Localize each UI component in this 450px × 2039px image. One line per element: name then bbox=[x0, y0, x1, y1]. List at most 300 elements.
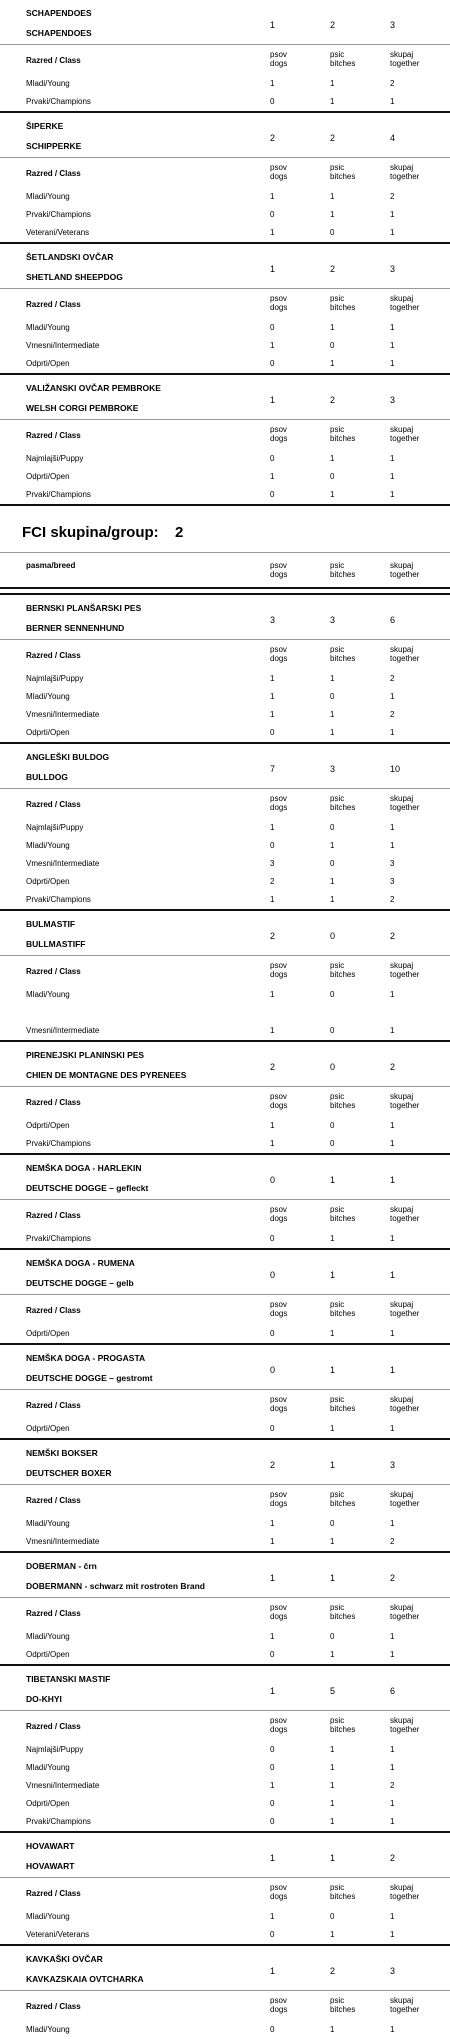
breed-block bbox=[0, 909, 450, 1040]
header-bitches bbox=[330, 1490, 355, 1508]
class-name: Prvaki/Champions bbox=[26, 1817, 91, 1826]
header-dogs-en: dogs bbox=[270, 570, 288, 579]
total-together: 6 bbox=[390, 615, 396, 625]
header-dogs-sl: psov bbox=[270, 1996, 287, 2005]
header-together-sl: skupaj bbox=[390, 1996, 414, 2005]
header-dogs bbox=[270, 163, 287, 181]
breed-block bbox=[0, 1040, 450, 1153]
class-name: Mladi/Young bbox=[26, 692, 70, 701]
header-together-en: together bbox=[390, 1101, 420, 1110]
class-label: Razred / Class bbox=[26, 1211, 81, 1220]
breed-block bbox=[0, 1343, 450, 1438]
count-bitches: 1 bbox=[330, 454, 335, 463]
class-header bbox=[0, 639, 450, 670]
header-together bbox=[390, 1996, 419, 2014]
header-dogs-en: dogs bbox=[270, 1612, 288, 1621]
breed-name-en: BERNER SENNENHUND bbox=[26, 623, 125, 633]
breed-header bbox=[0, 1440, 450, 1484]
header-together bbox=[390, 1883, 419, 1901]
class-name: Vmesni/Intermediate bbox=[26, 710, 100, 719]
class-label: Razred / Class bbox=[26, 1722, 81, 1731]
class-row bbox=[0, 1420, 450, 1438]
class-row bbox=[0, 1135, 450, 1153]
class-name: Prvaki/Champions bbox=[26, 1139, 91, 1148]
header-together-sl: skupaj bbox=[390, 425, 414, 434]
breed-header bbox=[0, 375, 450, 419]
header-together-en: together bbox=[390, 654, 420, 663]
breed-header bbox=[0, 113, 450, 157]
count-dogs: 0 bbox=[270, 490, 275, 499]
class-row bbox=[0, 1908, 450, 1926]
breed-name-en: SCHIPPERKE bbox=[26, 141, 82, 151]
count-dogs: 0 bbox=[270, 1424, 275, 1433]
count-dogs: 1 bbox=[270, 990, 275, 999]
total-bitches: 1 bbox=[330, 1270, 336, 1280]
header-dogs-en: dogs bbox=[270, 1892, 288, 1901]
header-bitches-sl: psic bbox=[330, 794, 345, 803]
class-header bbox=[0, 1294, 450, 1325]
header-together-en: together bbox=[390, 303, 420, 312]
total-dogs: 2 bbox=[270, 1460, 276, 1470]
class-header bbox=[0, 1086, 450, 1117]
class-row bbox=[0, 891, 450, 909]
header-dogs-sl: psov bbox=[270, 1300, 287, 1309]
total-dogs: 2 bbox=[270, 931, 276, 941]
breed-name-sl: BERNSKI PLANŠARSKI PES bbox=[26, 603, 142, 613]
header-bitches-sl: psic bbox=[330, 163, 345, 172]
header-bitches-sl: psic bbox=[330, 1603, 345, 1612]
count-together: 1 bbox=[390, 990, 395, 999]
header-bitches bbox=[330, 50, 355, 68]
count-bitches: 0 bbox=[330, 990, 335, 999]
header-bitches bbox=[330, 1716, 355, 1734]
total-dogs: 0 bbox=[270, 1175, 276, 1185]
breed-name-en: BULLMASTIFF bbox=[26, 939, 86, 949]
group-title bbox=[0, 506, 450, 552]
count-dogs: 1 bbox=[270, 79, 275, 88]
count-dogs: 1 bbox=[270, 1121, 275, 1130]
class-row bbox=[0, 355, 450, 373]
breed-name-sl: ANGLEŠKI BULDOG bbox=[26, 752, 110, 762]
header-dogs bbox=[270, 1395, 287, 1413]
count-bitches: 0 bbox=[330, 472, 335, 481]
count-bitches: 1 bbox=[330, 1234, 335, 1243]
count-together: 3 bbox=[390, 877, 395, 886]
header-together-sl: skupaj bbox=[390, 561, 414, 570]
total-together: 3 bbox=[390, 1460, 396, 1470]
breed-name-sl: HOVAWART bbox=[26, 1841, 75, 1851]
count-dogs: 0 bbox=[270, 728, 275, 737]
header-bitches-sl: psic bbox=[330, 50, 345, 59]
header-dogs bbox=[270, 1092, 287, 1110]
breed-name-en: SHETLAND SHEEPDOG bbox=[26, 272, 123, 282]
class-row bbox=[0, 1795, 450, 1813]
class-label: Razred / Class bbox=[26, 800, 81, 809]
breed-name-sl: ŠETLANDSKI OVČAR bbox=[26, 252, 114, 262]
class-name: Mladi/Young bbox=[26, 990, 70, 999]
class-name: Vmesni/Intermediate bbox=[26, 341, 100, 350]
total-dogs: 1 bbox=[270, 395, 276, 405]
total-dogs: 2 bbox=[270, 1062, 276, 1072]
class-row bbox=[0, 706, 450, 724]
header-dogs-sl: psov bbox=[270, 645, 287, 654]
breed-header bbox=[0, 1042, 450, 1086]
header-dogs bbox=[270, 794, 287, 812]
breed-name-en: SCHAPENDOES bbox=[26, 28, 92, 38]
count-dogs: 0 bbox=[270, 841, 275, 850]
class-name: Prvaki/Champions bbox=[26, 210, 91, 219]
header-dogs-sl: psov bbox=[270, 1092, 287, 1101]
class-header bbox=[0, 955, 450, 986]
header-dogs-en: dogs bbox=[270, 970, 288, 979]
count-bitches: 0 bbox=[330, 1026, 335, 1035]
class-name: Odprti/Open bbox=[26, 1799, 70, 1808]
header-bitches-en: bitches bbox=[330, 1404, 356, 1413]
header-dogs-sl: psov bbox=[270, 1716, 287, 1725]
header-bitches bbox=[330, 1092, 355, 1110]
class-label: Razred / Class bbox=[26, 300, 81, 309]
count-dogs: 1 bbox=[270, 1781, 275, 1790]
header-together-sl: skupaj bbox=[390, 1490, 414, 1499]
header-dogs-en: dogs bbox=[270, 1309, 288, 1318]
count-bitches: 1 bbox=[330, 359, 335, 368]
class-row bbox=[0, 1646, 450, 1664]
count-bitches: 1 bbox=[330, 323, 335, 332]
count-bitches: 1 bbox=[330, 877, 335, 886]
header-bitches-en: bitches bbox=[330, 2005, 356, 2014]
count-together: 1 bbox=[390, 490, 395, 499]
total-bitches: 0 bbox=[330, 931, 336, 941]
class-row bbox=[0, 2021, 450, 2039]
breed-name-sl: NEMŠKA DOGA - PROGASTA bbox=[26, 1353, 146, 1363]
class-label: Razred / Class bbox=[26, 2002, 81, 2011]
count-dogs: 1 bbox=[270, 823, 275, 832]
header-bitches-sl: psic bbox=[330, 1205, 345, 1214]
breed-name-sl: BULMASTIF bbox=[26, 919, 76, 929]
total-bitches: 2 bbox=[330, 264, 336, 274]
count-bitches: 1 bbox=[330, 1329, 335, 1338]
header-dogs bbox=[270, 961, 287, 979]
count-together: 1 bbox=[390, 1234, 395, 1243]
total-together: 1 bbox=[390, 1270, 396, 1280]
total-dogs: 0 bbox=[270, 1270, 276, 1280]
count-together: 1 bbox=[390, 341, 395, 350]
header-bitches-en: bitches bbox=[330, 1892, 356, 1901]
count-bitches: 0 bbox=[330, 1912, 335, 1921]
count-together: 1 bbox=[390, 359, 395, 368]
count-together: 2 bbox=[390, 192, 395, 201]
class-name: Mladi/Young bbox=[26, 79, 70, 88]
class-header bbox=[0, 1990, 450, 2021]
class-row bbox=[0, 486, 450, 504]
header-bitches-en: bitches bbox=[330, 172, 356, 181]
header-together-en: together bbox=[390, 2005, 420, 2014]
header-bitches bbox=[330, 561, 355, 579]
header-bitches-en: bitches bbox=[330, 1214, 356, 1223]
blank-row bbox=[0, 1004, 450, 1022]
header-dogs-en: dogs bbox=[270, 1725, 288, 1734]
header-together-sl: skupaj bbox=[390, 1603, 414, 1612]
count-together: 1 bbox=[390, 728, 395, 737]
class-name: Vmesni/Intermediate bbox=[26, 1781, 100, 1790]
count-dogs: 1 bbox=[270, 1537, 275, 1546]
class-name: Mladi/Young bbox=[26, 1519, 70, 1528]
breed-header bbox=[0, 244, 450, 288]
header-together-en: together bbox=[390, 1309, 420, 1318]
header-dogs-en: dogs bbox=[270, 1101, 288, 1110]
count-bitches: 0 bbox=[330, 692, 335, 701]
header-dogs-en: dogs bbox=[270, 1499, 288, 1508]
header-together-sl: skupaj bbox=[390, 1300, 414, 1309]
header-together bbox=[390, 163, 419, 181]
total-together: 2 bbox=[390, 931, 396, 941]
class-name: Mladi/Young bbox=[26, 1632, 70, 1641]
class-row bbox=[0, 75, 450, 93]
class-row bbox=[0, 188, 450, 206]
class-name: Odprti/Open bbox=[26, 1650, 70, 1659]
total-bitches: 1 bbox=[330, 1460, 336, 1470]
class-name: Vmesni/Intermediate bbox=[26, 1537, 100, 1546]
class-row bbox=[0, 93, 450, 111]
class-row bbox=[0, 468, 450, 486]
total-bitches: 1 bbox=[330, 1573, 336, 1583]
header-bitches-en: bitches bbox=[330, 803, 356, 812]
header-dogs-en: dogs bbox=[270, 172, 288, 181]
class-row bbox=[0, 1759, 450, 1777]
breed-header bbox=[0, 0, 450, 44]
header-bitches bbox=[330, 645, 355, 663]
header-together bbox=[390, 961, 419, 979]
class-name: Najmlajši/Puppy bbox=[26, 1745, 84, 1754]
count-dogs: 0 bbox=[270, 359, 275, 368]
count-bitches: 1 bbox=[330, 1817, 335, 1826]
total-dogs: 0 bbox=[270, 1365, 276, 1375]
header-dogs-sl: psov bbox=[270, 1395, 287, 1404]
breed-block bbox=[0, 1944, 450, 2039]
count-together: 1 bbox=[390, 1139, 395, 1148]
class-label: Razred / Class bbox=[26, 967, 81, 976]
header-bitches-en: bitches bbox=[330, 434, 356, 443]
header-bitches bbox=[330, 961, 355, 979]
breed-label: pasma/breed bbox=[26, 561, 76, 570]
class-name: Odprti/Open bbox=[26, 728, 70, 737]
count-bitches: 0 bbox=[330, 823, 335, 832]
header-dogs bbox=[270, 50, 287, 68]
class-name: Odprti/Open bbox=[26, 877, 70, 886]
header-dogs-sl: psov bbox=[270, 794, 287, 803]
total-bitches: 1 bbox=[330, 1853, 336, 1863]
breed-block bbox=[0, 593, 450, 742]
total-bitches: 1 bbox=[330, 1175, 336, 1185]
header-bitches bbox=[330, 1395, 355, 1413]
count-bitches: 0 bbox=[330, 228, 335, 237]
count-bitches: 1 bbox=[330, 895, 335, 904]
header-together-sl: skupaj bbox=[390, 961, 414, 970]
class-name: Prvaki/Champions bbox=[26, 97, 91, 106]
group-number: 2 bbox=[175, 524, 184, 541]
total-together: 3 bbox=[390, 20, 396, 30]
total-together: 3 bbox=[390, 1966, 396, 1976]
count-dogs: 0 bbox=[270, 323, 275, 332]
header-bitches-sl: psic bbox=[330, 1395, 345, 1404]
count-together: 2 bbox=[390, 674, 395, 683]
count-bitches: 0 bbox=[330, 1632, 335, 1641]
header-dogs-sl: psov bbox=[270, 50, 287, 59]
breed-header bbox=[0, 1666, 450, 1710]
count-dogs: 1 bbox=[270, 1632, 275, 1641]
header-bitches-en: bitches bbox=[330, 1499, 356, 1508]
class-name: Veterani/Veterans bbox=[26, 228, 90, 237]
breed-name-sl: DOBERMAN - črn bbox=[26, 1561, 97, 1571]
class-row bbox=[0, 1533, 450, 1551]
header-dogs-en: dogs bbox=[270, 2005, 288, 2014]
count-together: 1 bbox=[390, 823, 395, 832]
class-name: Prvaki/Champions bbox=[26, 1234, 91, 1243]
header-bitches-en: bitches bbox=[330, 1101, 356, 1110]
count-together: 1 bbox=[390, 1329, 395, 1338]
header-dogs bbox=[270, 1300, 287, 1318]
breed-block bbox=[0, 1551, 450, 1664]
header-together bbox=[390, 1092, 419, 1110]
header-dogs-en: dogs bbox=[270, 803, 288, 812]
header-dogs bbox=[270, 1205, 287, 1223]
class-header bbox=[0, 288, 450, 319]
total-dogs: 1 bbox=[270, 1573, 276, 1583]
count-bitches: 1 bbox=[330, 1930, 335, 1939]
count-together: 1 bbox=[390, 692, 395, 701]
header-together bbox=[390, 1395, 419, 1413]
header-together bbox=[390, 561, 419, 579]
class-row bbox=[0, 1117, 450, 1135]
count-dogs: 0 bbox=[270, 454, 275, 463]
breed-name-en: WELSH CORGI PEMBROKE bbox=[26, 403, 139, 413]
total-bitches: 5 bbox=[330, 1686, 336, 1696]
class-label: Razred / Class bbox=[26, 431, 81, 440]
class-label: Razred / Class bbox=[26, 1889, 81, 1898]
count-together: 1 bbox=[390, 210, 395, 219]
total-dogs: 2 bbox=[270, 133, 276, 143]
group-label: FCI skupina/group: bbox=[22, 524, 159, 541]
count-dogs: 2 bbox=[270, 877, 275, 886]
header-together-en: together bbox=[390, 803, 420, 812]
breed-name-sl: TIBETANSKI MASTIF bbox=[26, 1674, 111, 1684]
header-together-en: together bbox=[390, 970, 420, 979]
count-bitches: 1 bbox=[330, 79, 335, 88]
header-dogs-sl: psov bbox=[270, 561, 287, 570]
count-bitches: 1 bbox=[330, 1650, 335, 1659]
header-dogs-en: dogs bbox=[270, 434, 288, 443]
count-together: 1 bbox=[390, 1632, 395, 1641]
count-dogs: 1 bbox=[270, 228, 275, 237]
breed-name-sl: VALIŽANSKI OVČAR PEMBROKE bbox=[26, 383, 161, 393]
header-together-sl: skupaj bbox=[390, 1883, 414, 1892]
count-together: 1 bbox=[390, 1912, 395, 1921]
count-dogs: 0 bbox=[270, 1930, 275, 1939]
total-dogs: 7 bbox=[270, 764, 276, 774]
count-together: 1 bbox=[390, 1424, 395, 1433]
count-together: 1 bbox=[390, 97, 395, 106]
total-bitches: 2 bbox=[330, 20, 336, 30]
count-together: 1 bbox=[390, 2025, 395, 2034]
class-row bbox=[0, 1515, 450, 1533]
total-together: 3 bbox=[390, 264, 396, 274]
header-bitches bbox=[330, 1205, 355, 1223]
header-bitches-sl: psic bbox=[330, 645, 345, 654]
class-name: Mladi/Young bbox=[26, 1912, 70, 1921]
count-dogs: 1 bbox=[270, 674, 275, 683]
total-dogs: 1 bbox=[270, 1853, 276, 1863]
count-together: 1 bbox=[390, 1930, 395, 1939]
class-header bbox=[0, 1597, 450, 1628]
class-row bbox=[0, 986, 450, 1004]
breed-column-header bbox=[0, 552, 450, 589]
header-bitches-en: bitches bbox=[330, 1612, 356, 1621]
header-bitches bbox=[330, 794, 355, 812]
class-label: Razred / Class bbox=[26, 1496, 81, 1505]
header-dogs-en: dogs bbox=[270, 1404, 288, 1413]
header-bitches bbox=[330, 425, 355, 443]
count-bitches: 0 bbox=[330, 1121, 335, 1130]
header-dogs-sl: psov bbox=[270, 961, 287, 970]
header-bitches-en: bitches bbox=[330, 1309, 356, 1318]
breed-block bbox=[0, 1438, 450, 1551]
count-dogs: 0 bbox=[270, 2025, 275, 2034]
breed-block bbox=[0, 1831, 450, 1944]
header-bitches-sl: psic bbox=[330, 1883, 345, 1892]
header-bitches-en: bitches bbox=[330, 654, 356, 663]
header-together-sl: skupaj bbox=[390, 163, 414, 172]
breed-name-en: DOBERMANN - schwarz mit rostroten Brand bbox=[26, 1581, 205, 1591]
header-together-sl: skupaj bbox=[390, 294, 414, 303]
count-dogs: 1 bbox=[270, 1026, 275, 1035]
count-together: 1 bbox=[390, 1799, 395, 1808]
header-together-en: together bbox=[390, 1404, 420, 1413]
header-bitches-en: bitches bbox=[330, 570, 356, 579]
count-bitches: 1 bbox=[330, 1424, 335, 1433]
total-dogs: 1 bbox=[270, 1686, 276, 1696]
header-together bbox=[390, 645, 419, 663]
breed-header bbox=[0, 1833, 450, 1877]
class-name: Prvaki/Champions bbox=[26, 895, 91, 904]
class-row bbox=[0, 319, 450, 337]
count-dogs: 1 bbox=[270, 710, 275, 719]
count-together: 1 bbox=[390, 228, 395, 237]
total-together: 2 bbox=[390, 1062, 396, 1072]
total-bitches: 1 bbox=[330, 1365, 336, 1375]
class-header bbox=[0, 44, 450, 75]
breed-name-sl: KAVKAŠKI OVČAR bbox=[26, 1954, 103, 1964]
total-dogs: 1 bbox=[270, 20, 276, 30]
total-together: 1 bbox=[390, 1175, 396, 1185]
class-name: Odprti/Open bbox=[26, 1424, 70, 1433]
header-bitches-sl: psic bbox=[330, 1996, 345, 2005]
class-header bbox=[0, 1199, 450, 1230]
count-dogs: 3 bbox=[270, 859, 275, 868]
count-bitches: 1 bbox=[330, 192, 335, 201]
header-together-sl: skupaj bbox=[390, 1092, 414, 1101]
header-bitches bbox=[330, 1996, 355, 2014]
header-dogs-en: dogs bbox=[270, 654, 288, 663]
header-together-sl: skupaj bbox=[390, 1716, 414, 1725]
total-together: 6 bbox=[390, 1686, 396, 1696]
class-name: Veterani/Veterans bbox=[26, 1930, 90, 1939]
total-dogs: 3 bbox=[270, 615, 276, 625]
class-name: Mladi/Young bbox=[26, 192, 70, 201]
class-header bbox=[0, 788, 450, 819]
breed-block bbox=[0, 111, 450, 242]
header-together bbox=[390, 1205, 419, 1223]
class-row bbox=[0, 1813, 450, 1831]
